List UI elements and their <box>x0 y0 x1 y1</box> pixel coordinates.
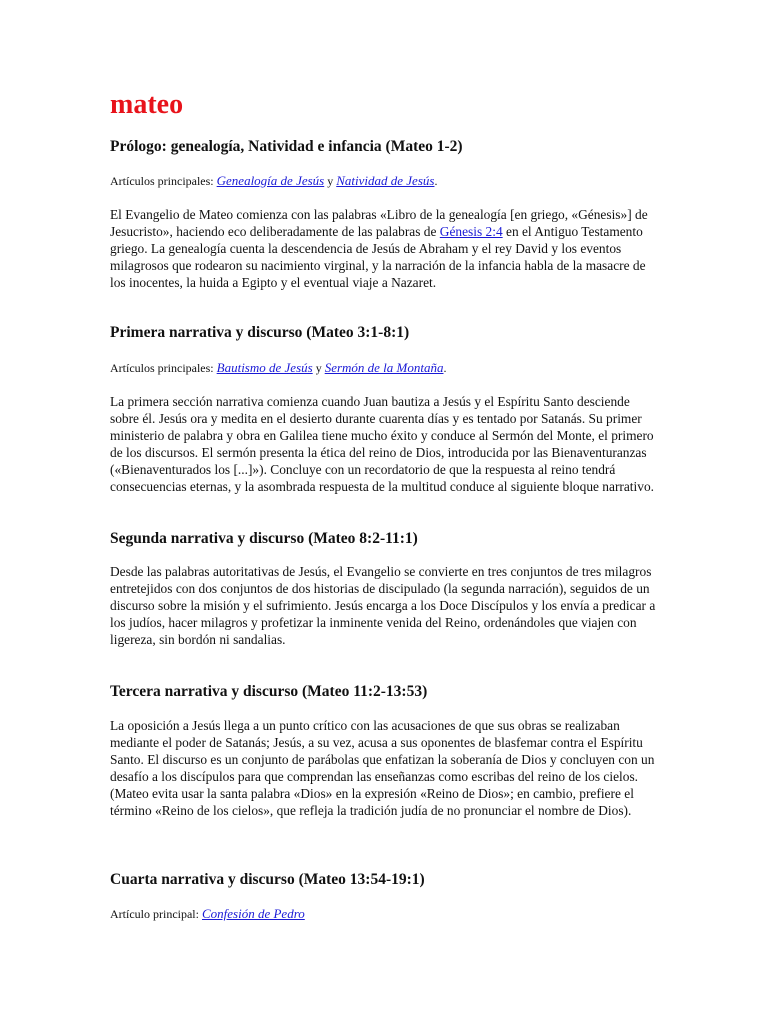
related-label: Artículos principales: <box>110 361 217 375</box>
paragraph-tercera-narrativa: La oposición a Jesús llega a un punto crítico con las acusaciones de que sus obras se realizaban mediante el poder de Satanás; Jesús, a su vez, acusa a sus oponentes de blasfemar contra el Espíritu Santo. El discurso es un conjunto de parábolas que enfatizan la soberanía de Dios y concluyen con un desafío a los discípulos para que comprendan las enseñanzas como escribas del reino de los cielos. (Mateo evita usar la santa palabra «Dios» en la expresión «Reino de Dios»; en cambio, prefiere el término «Reino de los cielos», que refleja la tradición judía de no pronunciar el nombre de Dios). <box>110 718 655 818</box>
section-heading-segunda-narrativa: Segunda narrativa y discurso (Mateo 8:2-11:1) <box>110 530 418 547</box>
section-heading-primera-narrativa: Primera narrativa y discurso (Mateo 3:1-8:1) <box>110 324 410 341</box>
link-genesis-2-4[interactable]: Génesis 2:4 <box>439 224 503 239</box>
paragraph-text: El Evangelio de Mateo comienza con las palabras «Libro de la genealogía [en griego, «Génesis»] de Jesucristo», haciendo eco deliberadamente de las palabras de <box>110 207 648 239</box>
connector-text: y <box>312 361 325 375</box>
paragraph-segunda-narrativa: Desde las palabras autoritativas de Jesús, el Evangelio se convierte en tres conjuntos de tres milagros entretejidos con dos conjuntos de dos historias de discipulado (la segunda narración), seguidos de un discurso sobre la misión y el sufrimiento. Jesús encarga a los Doce Discípulos y los envía a predicar a los judíos, hacer milagros y profetizar la inminente venida del Reino, ordenándoles que viajen con ligereza, sin bordón ni sandalias. <box>110 564 656 647</box>
paragraph-text: en el Antiguo Testamento griego. La genealogía cuenta la descendencia de Jesús de Abraham y el rey David y los eventos milagrosos que rodearon su nacimiento virginal, y la narración de la infancia habla de la masacre de los inocentes, la huida a Egipto y el eventual viaje a Nazaret. <box>110 224 646 290</box>
related-articles-primera-narrativa <box>110 360 658 376</box>
related-label: Artículos principales: <box>110 174 217 188</box>
connector-text: y <box>324 174 337 188</box>
related-label: Artículo principal: <box>110 907 202 921</box>
paragraph-primera-narrativa: La primera sección narrativa comienza cuando Juan bautiza a Jesús y el Espíritu Santo desciende sobre él. Jesús ora y medita en el desierto durante cuarenta días y es tentado por Satanás. Su primer ministerio de palabra y obra en Galilea tiene mucho éxito y conduce al Sermón del Monte, el primero de los discursos. El sermón presenta la ética del reino de Dios, introducida por las Bienaventuranzas («Bienaventurados los [...]»). Concluye con un recordatorio de que la respuesta al reino tendrá consecuencias eternas, y la asombrada respuesta de la multitud conduce al siguiente bloque narrativo. <box>110 394 654 494</box>
document-title: mateo <box>110 89 184 120</box>
related-articles-prologo <box>110 173 658 189</box>
end-punctuation: . <box>434 174 438 188</box>
link-bautismo-de-jesus[interactable]: Bautismo de Jesús <box>216 360 313 375</box>
section-heading-cuarta-narrativa: Cuarta narrativa y discurso (Mateo 13:54-19:1) <box>110 871 425 888</box>
document-page <box>110 85 658 921</box>
link-genealogia-de-jesus[interactable]: Genealogía de Jesús <box>216 173 325 188</box>
link-natividad-de-jesus[interactable]: Natividad de Jesús <box>336 173 435 188</box>
related-articles-cuarta-narrativa <box>110 906 658 922</box>
link-sermon-de-la-montana[interactable]: Sermón de la Montaña <box>324 360 444 375</box>
paragraph-prologo <box>110 206 658 291</box>
section-heading-prologo: Prólogo: genealogía, Natividad e infancia (Mateo 1-2) <box>110 138 463 155</box>
link-confesion-de-pedro[interactable]: Confesión de Pedro <box>201 906 305 921</box>
section-heading-tercera-narrativa: Tercera narrativa y discurso (Mateo 11:2-13:53) <box>110 683 428 700</box>
end-punctuation: . <box>443 361 447 375</box>
